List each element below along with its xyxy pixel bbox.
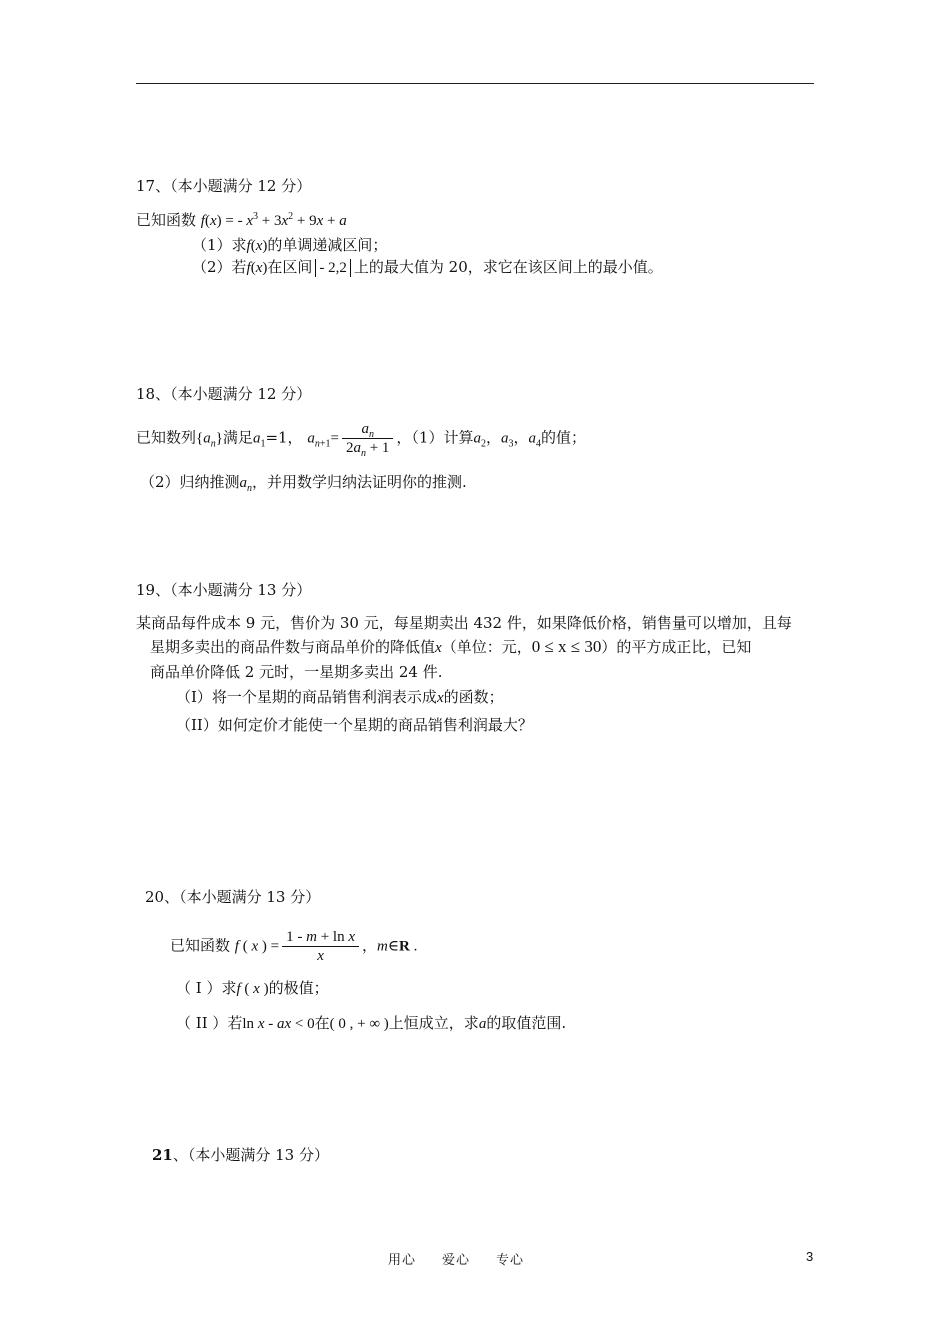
q18-header: 18、（本小题满分 12 分）	[136, 385, 312, 403]
q20-function-fraction: $\frac{\text{1 - m + ln x}}{x}$	[282, 928, 359, 965]
q21-header: 21、（本小题满分 13 分）	[152, 1146, 329, 1164]
footer-word: 专心	[496, 1253, 525, 1268]
q18-recursion-fraction: $\frac{a_n}{2a_n + 1}$	[342, 420, 393, 457]
page-footer	[388, 1249, 550, 1268]
header-rule	[136, 83, 814, 84]
q20-stem: 已知函数 f ( x ) = $\frac{\text{1 - m + ln x}}{x}$ ，m∈R .	[170, 929, 418, 964]
q19-line2: 星期多卖出的商品件数与商品单价的降低值x（单位：元，0 ≤ x ≤ 30）的平方成正比，已知	[150, 637, 752, 656]
q17-stem: 已知函数 f(x) = - $x^3 + 3x^2 + 9x + a$	[136, 211, 347, 229]
footer-word: 爱心	[442, 1253, 471, 1268]
page-number: 3	[806, 1249, 814, 1264]
q18-stem: 已知数列$\{a_n\}$满足$a_1=1$， $a_{n+1}=$ $\frac{a_n}{2a_n + 1}$ ，（1）计算$a_2$，$a_3$，$a_4$的值；	[136, 421, 587, 459]
q19-part1: （I）将一个星期的商品销售利润表示成x的函数；	[176, 688, 504, 706]
q20-part2: （ II ）若ln x - ax < 0在( 0 , + ∞ )上恒成立，求a的取值范围.	[176, 1014, 567, 1032]
q19-part2: （II）如何定价才能使一个星期的商品销售利润最大？	[176, 716, 533, 734]
q20-part1: （ I ）求f ( x )的极值；	[176, 979, 329, 997]
q17-interval: - 2,2	[319, 260, 347, 276]
q17-part1: （1）求f(x)的单调递减区间；	[192, 236, 388, 254]
q19-line1: 某商品每件成本 9 元，售价为 30 元，每星期卖出 432 件，如果降低价格，销售量可以增加，且每	[136, 614, 792, 632]
q17-header: 17、（本小题满分 12 分）	[136, 177, 312, 195]
footer-word: 用心	[388, 1253, 417, 1268]
q18-part2: （2）归纳推测$a_n$，并用数学归纳法证明你的推测.	[140, 473, 467, 494]
q19-line3: 商品单价降低 2 元时，一星期多卖出 24 件.	[150, 663, 443, 681]
q19-range: 0 ≤ x ≤ 30	[531, 637, 602, 656]
q20-header: 20、（本小题满分 13 分）	[145, 888, 321, 906]
q19-header: 19、（本小题满分 13 分）	[136, 581, 312, 599]
q17-part2: （2）若f(x)在区间 - 2,2 上的最大值为 20，求它在该区间上的最小值。	[192, 258, 663, 276]
q17-function-formula: f	[200, 213, 205, 229]
